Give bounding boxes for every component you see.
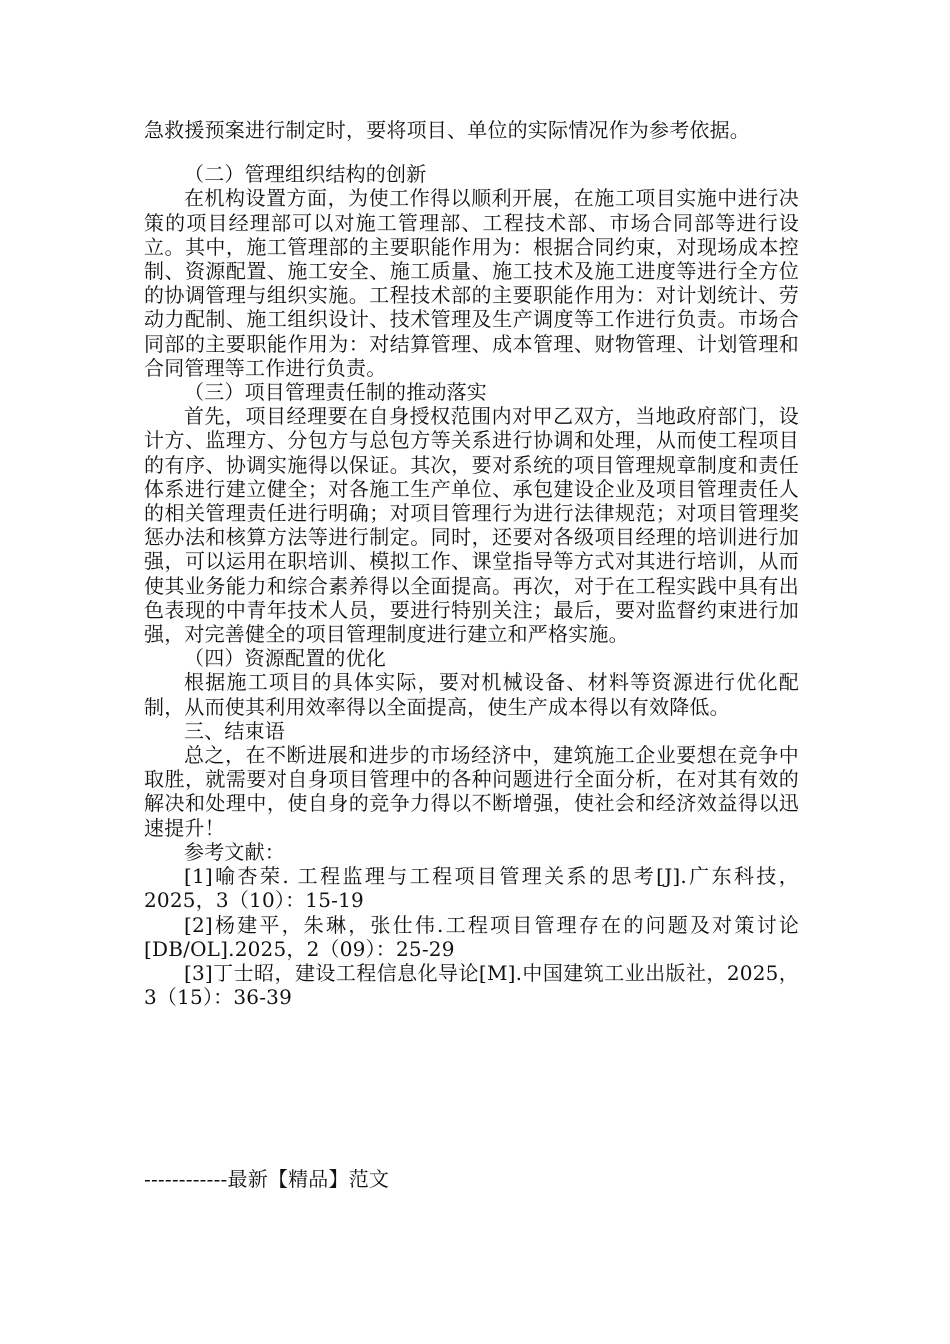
section-body-2: 在机构设置方面，为使工作得以顺利开展，在施工项目实施中进行决策的项目经理部可以对施工管理部、工程技术部、市场合同部等进行设立。其中，施工管理部的主要职能作用为：根据合同约束，对现场成本控制、资源配置、施工安全、施工质量、施工技术及施工进度等进行全方位的协调管理与组织实施。工程技术部的主要职能作用为：对计划统计、劳动力配制、施工组织设计、技术管理及生产调度等工作进行负责。市场合同部的主要职能作用为：对结算管理、成本管理、财物管理、计划管理和合同管理等工作进行负责。 xyxy=(144,186,799,380)
conclusion-heading: 三、结束语 xyxy=(184,718,285,743)
section-body-4: 根据施工项目的具体实际，要对机械设备、材料等资源进行优化配制，从而使其利用效率得以全面提高，使生产成本得以有效降低。 xyxy=(144,670,799,719)
reference-item-2: [2]杨建平，朱琳，张仕伟.工程项目管理存在的问题及对策讨论[DB/OL].2025，2（09）：25-29 xyxy=(144,912,799,961)
intro-paragraph: 急救援预案进行制定时，要将项目、单位的实际情况作为参考依据。 xyxy=(144,118,750,142)
page-footer: ------------最新【精品】范文 xyxy=(144,1167,390,1191)
section-heading-3: （三）项目管理责任制的推动落实 xyxy=(184,380,487,405)
section-heading-2: （二）管理组织结构的创新 xyxy=(184,162,427,187)
section-body-3: 首先，项目经理要在自身授权范围内对甲乙双方，当地政府部门，设计方、监理方、分包方与总包方等关系进行协调和处理，从而使工程项目的有序、协调实施得以保证。其次，要对系统的项目管理规章制度和责任体系进行建立健全；对各施工生产单位、承包建设企业及项目管理责任人的相关管理责任进行明确；对项目管理行为进行法律规范；对项目管理奖惩办法和核算方法等进行制定。同时，还要对各级项目经理的培训进行加强，可以运用在职培训、模拟工作、课堂指导等方式对其进行培训，从而使其业务能力和综合素养得以全面提高。再次，对于在工程实践中具有出色表现的中青年技术人员，要进行特别关注；最后，要对监督约束进行加强，对完善健全的项目管理制度进行建立和严格实施。 xyxy=(144,404,799,647)
section-heading-4: （四）资源配置的优化 xyxy=(184,646,386,671)
reference-item-3: [3]丁士昭，建设工程信息化导论[M].中国建筑工业出版社，2025，3（15）：36-39 xyxy=(144,960,799,1010)
reference-item-1: [1]喻杏荣. 工程监理与工程项目管理关系的思考[J].广东科技，2025，3（10）：15-19 xyxy=(144,864,799,913)
document-body xyxy=(144,118,799,1009)
conclusion-body: 总之，在不断进展和进步的市场经济中，建筑施工企业要想在竞争中取胜，就需要对自身项目管理中的各种问题进行全面分析，在对其有效的解决和处理中，使自身的竞争力得以不断增强，使社会和经济效益得以迅速提升！ xyxy=(144,743,799,840)
paragraph-gap xyxy=(144,142,799,162)
references-heading: 参考文献： xyxy=(184,839,285,864)
